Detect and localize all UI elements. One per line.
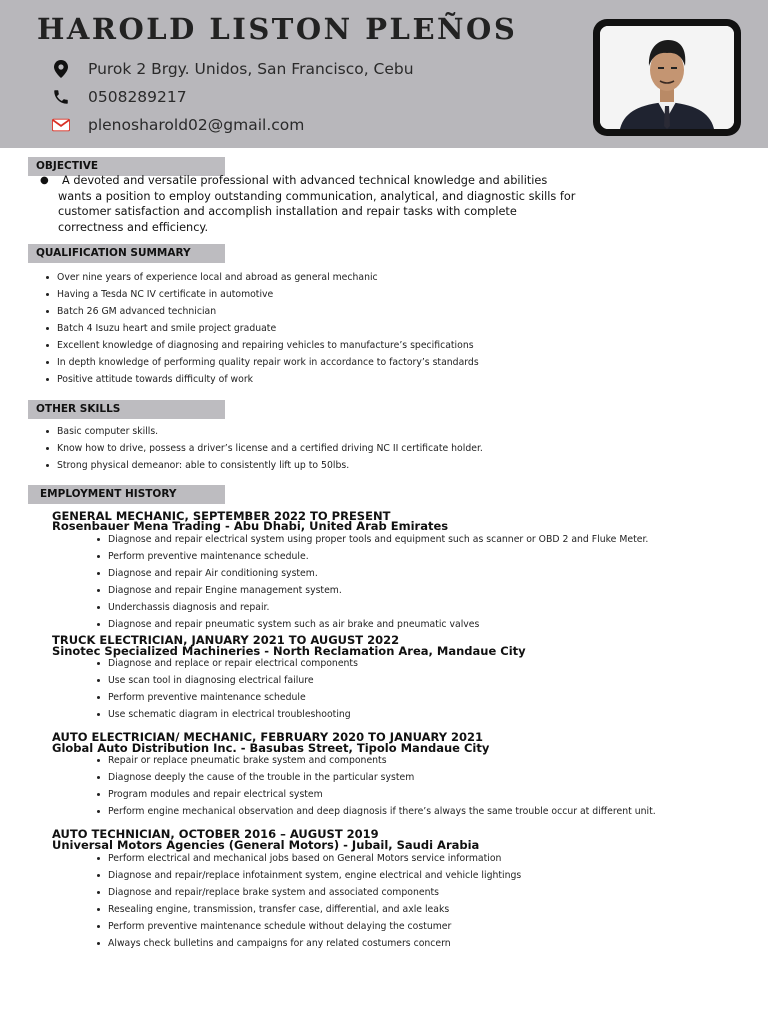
list-item: Perform electrical and mechanical jobs based on General Motors service information [97,851,521,868]
list-item: Diagnose and repair pneumatic system such as air brake and pneumatic valves [97,617,648,634]
address-row [52,58,414,80]
profile-photo-frame [593,19,741,136]
job-duties [97,532,648,634]
list-item: Over nine years of experience local and abroad as general mechanic [46,270,479,287]
list-item: Diagnose and repair electrical system using proper tools and equipment such as scanner or OBD 2 and Fluke Meter. [97,532,648,549]
job-company: Sinotec Specialized Machineries - North Reclamation Area, Mandaue City [52,644,526,658]
job-company: Rosenbauer Mena Trading - Abu Dhabi, United Arab Emirates [52,519,449,533]
list-item: In depth knowledge of performing quality repair work in accordance to factory’s standards [46,355,479,372]
list-item: Repair or replace pneumatic brake system and components [97,753,656,770]
list-item: Perform preventive maintenance schedule without delaying the costumer [97,919,521,936]
header-band [0,0,768,148]
list-item: Batch 26 GM advanced technician [46,304,479,321]
list-item: Diagnose and repair/replace brake system and associated components [97,885,521,902]
list-item: Always check bulletins and campaigns for any related costumers concern [97,936,521,953]
list-item: Having a Tesda NC IV certificate in automotive [46,287,479,304]
objective-text: A devoted and versatile professional with advanced technical knowledge and abilities wants a position to employ outstanding communication, analytical, and diagnostic skills for customer satisfaction and accomplish installation and repair tasks with complete correctness and efficiency. [58,174,576,234]
email-text: plenosharold02@gmail.com [88,116,305,134]
address-text: Purok 2 Brgy. Unidos, San Francisco, Cebu [88,60,414,78]
list-item: Diagnose and repair/replace infotainment system, engine electrical and vehicle lightings [97,868,521,885]
profile-photo [600,26,734,129]
list-item: Use schematic diagram in electrical troubleshooting [97,707,358,724]
job-duties [97,753,656,821]
mail-icon [52,116,70,134]
phone-row [52,86,187,108]
list-item: Program modules and repair electrical system [97,787,656,804]
list-item: Batch 4 Isuzu heart and smile project graduate [46,321,479,338]
skills-list [46,424,483,475]
list-item: Diagnose and repair Air conditioning system. [97,566,648,583]
job-duties [97,851,521,953]
job-title: AUTO ELECTRICIAN/ MECHANIC, FEBRUARY 2020 TO JANUARY 2021 [52,730,484,744]
phone-text: 0508289217 [88,88,187,106]
employment-heading: EMPLOYMENT HISTORY [28,485,225,504]
job-title: TRUCK ELECTRICIAN, JANUARY 2021 TO AUGUST 2022 [52,633,400,647]
list-item: Underchassis diagnosis and repair. [97,600,648,617]
list-item: Positive attitude towards difficulty of work [46,372,479,389]
job-company: Global Auto Distribution Inc. - Basubas Street, Tipolo Mandaue City [52,741,490,755]
list-item: Resealing engine, transmission, transfer case, differential, and axle leaks [97,902,521,919]
qualification-list [46,270,479,389]
list-item: Diagnose and repair Engine management system. [97,583,648,600]
list-item: Excellent knowledge of diagnosing and repairing vehicles to manufacture’s specifications [46,338,479,355]
list-item: Use scan tool in diagnosing electrical failure [97,673,358,690]
objective-bullet: ● [40,175,49,186]
map-pin-icon [52,60,70,78]
list-item: Basic computer skills. [46,424,483,441]
phone-icon [52,88,70,106]
list-item: Diagnose and replace or repair electrical components [97,656,358,673]
list-item: Perform preventive maintenance schedule. [97,549,648,566]
list-item: Know how to drive, possess a driver’s license and a certified driving NC II certificate holder. [46,441,483,458]
list-item: Strong physical demeanor: able to consistently lift up to 50lbs. [46,458,483,475]
skills-heading: OTHER SKILLS [28,400,225,419]
list-item: Perform engine mechanical observation and deep diagnosis if there’s always the same trouble occur at different unit. [97,804,656,821]
email-row [52,114,304,136]
job-title: GENERAL MECHANIC, SEPTEMBER 2022 TO PRESENT [52,509,391,523]
candidate-name: HAROLD LISTON PLEÑOS [37,12,518,46]
list-item: Perform preventive maintenance schedule [97,690,358,707]
objective-heading: OBJECTIVE [28,157,225,176]
job-title: AUTO TECHNICIAN, OCTOBER 2016 – AUGUST 2019 [52,827,379,841]
objective-section [40,173,580,235]
job-duties [97,656,358,724]
job-company: Universal Motors Agencies (General Motors) - Jubail, Saudi Arabia [52,838,480,852]
list-item: Diagnose deeply the cause of the trouble in the particular system [97,770,656,787]
qualification-heading: QUALIFICATION SUMMARY [28,244,225,263]
